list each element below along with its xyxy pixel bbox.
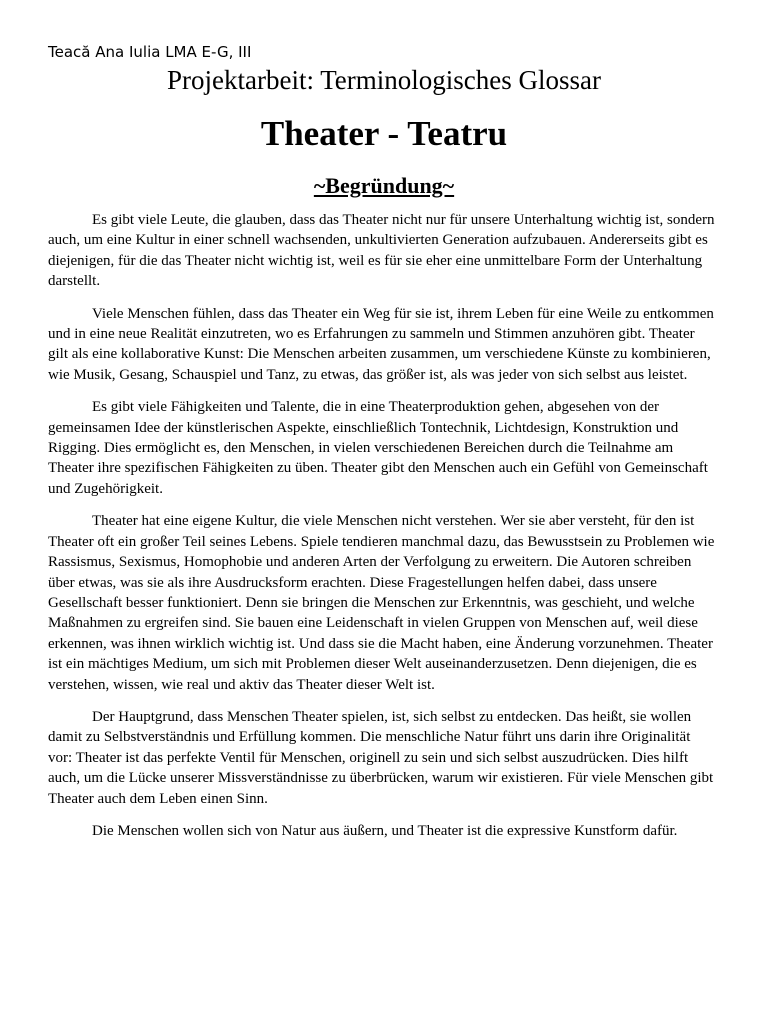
topic-title: Theater - Teatru <box>260 114 508 153</box>
author-line: Teacă Ana Iulia LMA E-G, III <box>48 43 252 61</box>
body-text <box>48 210 716 853</box>
paragraph-5: Der Hauptgrund, dass Menschen Theater spielen, ist, sich selbst zu entdecken. Das heißt, sie wollen damit zu Selbstverständnis und Erfüllung kommen. Die menschliche Natur führt uns darin ihre Originalität vor: Theater ist das perfekte Ventil für Menschen, originell zu sein und sich selbst auszudrücken. Dies hilft auch, um die Lücke unserer Missverständnisse zu überbrücken, warum wir existieren. Für viele Menschen gibt Theater auch dem Leben einen Sinn. <box>48 708 714 807</box>
paragraph-4: Theater hat eine eigene Kultur, die viele Menschen nicht verstehen. Wer sie aber versteht, für den ist Theater oft ein großer Teil seines Lebens. Spiele tendieren manchmal dazu, das Bewusstsein zu Problemen wie Rassismus, Sexismus, Homophobie und anderen Arten der Verfolgung zu erweitern. Die Autoren schreiben über etwas, was sie als ihre Ausdrucksform erachten. Diese Fragestellungen helfen dabei, dass unsere Gesellschaft besser funktioniert. Denn sie bringen die Menschen zur Erkenntnis, was geschieht, und welche Maßnahmen zu ergreifen sind. Sie bauen eine Leidenschaft in vielen Gruppen von Menschen auf, weil diese erkennen, was ihnen wirklich wichtig ist. Und dass sie die Macht haben, eine Änderung vorzunehmen. Theater ist ein mächtiges Medium, um sich mit Problemen dieser Welt auseinanderzusetzen. Denn diejenigen, die es verstehen, wissen, wie real und aktiv das Theater dieser Welt ist. <box>48 513 715 693</box>
paragraph-2: Viele Menschen fühlen, dass das Theater ein Weg für sie ist, ihrem Leben für eine Weile zu entkommen und in eine neue Realität einzutreten, wo es Erfahrungen zu sammeln und Stimmen anzuhören gibt. Theater gilt als eine kollaborative Kunst: Die Menschen arbeiten zusammen, um verschiedene Künste zu kombinieren, wie Musik, Gesang, Schauspiel und Tanz, zu etwas, das größer ist, als was jeder von sich selbst aus leistet. <box>48 305 714 383</box>
paragraph-3: Es gibt viele Fähigkeiten und Talente, die in eine Theaterproduktion gehen, abgesehen von der gemeinsamen Idee der künstlerischen Aspekte, einschließlich Tontechnik, Lichtdesign, Konstruktion und Rigging. Dies ermöglicht es, den Menschen, in vielen verschiedenen Bereichen durch die Teilnahme am Theater ihre spezifischen Fähigkeiten zu üben. Theater gibt den Menschen auch ein Gefühl von Gemeinschaft und Zugehörigkeit. <box>48 399 708 497</box>
paragraph-1: Es gibt viele Leute, die glauben, dass das Theater nicht nur für unsere Unterhaltung wichtig ist, sondern auch, um eine Kultur in einer schnell wachsenden, unkultivierten Generation aufzubauen. Andererseits gibt es diejenigen, für die das Theater nicht wichtig ist, weil es für sie eher eine unmittelbare Form der Unterhaltung darstellt. <box>48 212 715 290</box>
project-title: Projektarbeit: Terminologisches Glossar <box>166 65 602 95</box>
paragraph-6: Die Menschen wollen sich von Natur aus äußern, und Theater ist die expressive Kunstform dafür. <box>92 822 678 839</box>
section-heading: ~Begründung~ <box>313 173 455 198</box>
